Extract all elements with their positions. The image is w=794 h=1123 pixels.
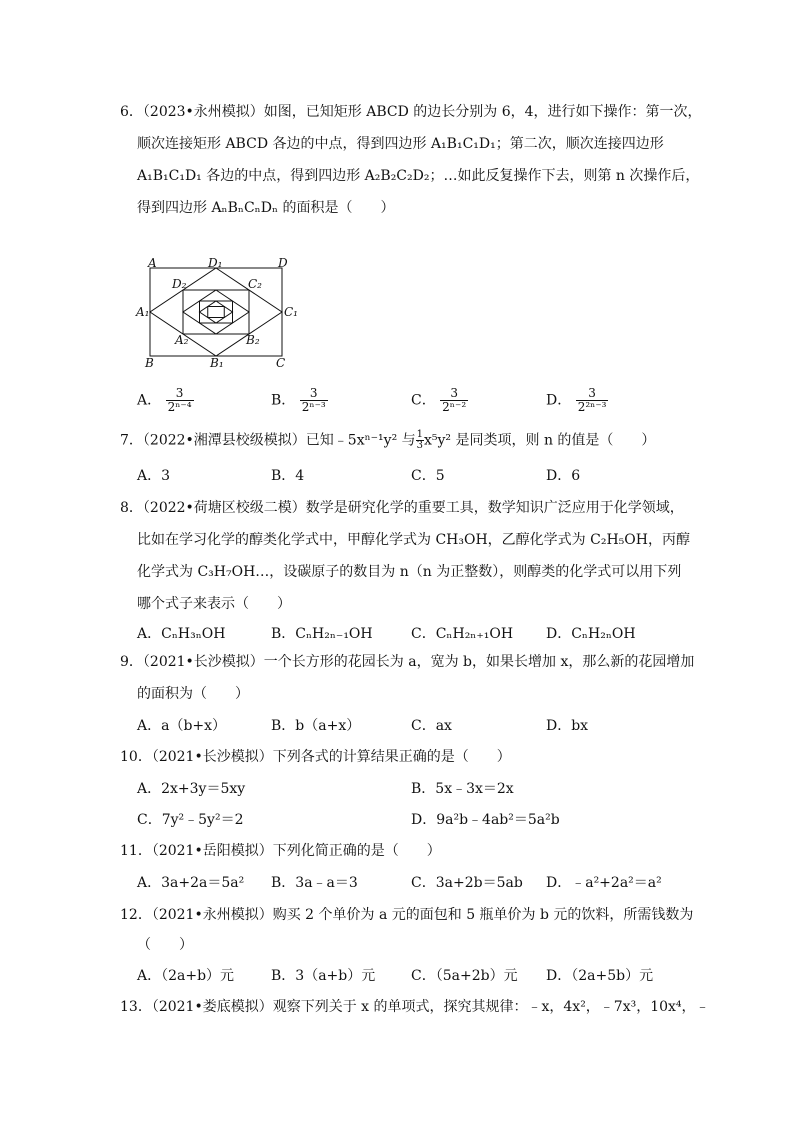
option-letter: C． bbox=[411, 392, 436, 409]
q8-option-a[interactable]: A．CₙH₃ₙOH bbox=[137, 626, 226, 642]
q11-option-d[interactable]: D．﹣a²+2a²＝a² bbox=[546, 875, 662, 891]
q11-option-a[interactable]: A．3a+2a＝5a² bbox=[137, 875, 245, 891]
rhombus-3 bbox=[183, 290, 249, 334]
q9-option-c[interactable]: C．ax bbox=[411, 718, 452, 734]
fraction: $\frac{3}{\text{2ⁿ⁻³}}$ bbox=[301, 386, 326, 414]
label-A1: A₁ bbox=[136, 305, 150, 319]
q6-line-4: 得到四边形 AₙBₙCₙDₙ 的面积是（ ） bbox=[137, 200, 395, 216]
q8-line-2: 比如在学习化学的醇类化学式中，甲醇化学式为 CH₃OH，乙醇化学式为 C₂H₅OH，丙醇 bbox=[137, 532, 690, 548]
q6-option-b[interactable] bbox=[271, 387, 328, 414]
label-D1: D₁ bbox=[208, 256, 223, 270]
q9-option-a[interactable]: A．a（b+x） bbox=[137, 718, 227, 734]
q13-line-1: 13．（2021•娄底模拟）观察下列关于 x 的单项式，探究其规律：﹣x，4x²，﹣7x³，10x⁴，﹣ bbox=[120, 999, 710, 1015]
q10-option-d[interactable]: D．9a²b﹣4ab²＝5a²b bbox=[411, 812, 560, 828]
q9-line-1: 9．（2021•长沙模拟）一个长方形的花园长为 a，宽为 b，如果长增加 x，那么新的花园增加 bbox=[120, 654, 695, 670]
q8-line-4: 哪个式子来表示（ ） bbox=[137, 596, 291, 612]
fraction: $\frac{3}{\text{2ⁿ⁻⁴}}$ bbox=[167, 386, 192, 414]
q10-option-a[interactable]: A．2x+3y＝5xy bbox=[137, 781, 246, 797]
q7-option-b[interactable]: B．4 bbox=[271, 468, 305, 484]
label-B1: B₁ bbox=[210, 356, 224, 370]
label-C: C bbox=[276, 356, 286, 370]
q10-line-1: 10．（2021•长沙模拟）下列各式的计算结果正确的是（ ） bbox=[120, 749, 511, 765]
q7-option-a[interactable]: A．3 bbox=[137, 468, 171, 484]
option-letter: B． bbox=[271, 392, 296, 409]
label-A: A bbox=[148, 256, 157, 270]
label-C1: C₁ bbox=[284, 305, 298, 319]
q6-line-3: A₁B₁C₁D₁ 各边的中点，得到四边形 A₂B₂C₂D₂；…如此反复操作下去，则第 n 次操作后， bbox=[137, 168, 700, 184]
q11-option-b[interactable]: B．3a﹣a＝3 bbox=[271, 875, 358, 891]
q6-option-d[interactable] bbox=[546, 387, 608, 414]
rhombus-a1b1c1d1 bbox=[150, 268, 282, 356]
label-D2: D₂ bbox=[172, 277, 187, 291]
option-letter: D． bbox=[546, 392, 572, 409]
q12-option-d[interactable]: D．（2a+5b）元 bbox=[546, 968, 654, 984]
label-C2: C₂ bbox=[248, 277, 262, 291]
q6-option-c[interactable] bbox=[411, 387, 468, 414]
option-letter: A． bbox=[137, 392, 162, 409]
q9-option-b[interactable]: B．b（a+x） bbox=[271, 718, 361, 734]
q12-option-a[interactable]: A．（2a+b）元 bbox=[137, 968, 235, 984]
rect-abcd bbox=[150, 268, 282, 356]
fraction: $\frac{1}{3}$ bbox=[416, 429, 424, 451]
q12-line-2: （ ） bbox=[137, 937, 193, 953]
rhombus-5 bbox=[200, 301, 233, 323]
q6-figure bbox=[130, 255, 310, 370]
q11-option-c[interactable]: C．3a+2b＝5ab bbox=[411, 875, 523, 891]
q6-line-1: 6．（2023•永州模拟）如图，已知矩形 ABCD 的边长分别为 6，4，进行如下操作：第一次， bbox=[120, 104, 702, 120]
q10-option-b[interactable]: B．5x﹣3x＝2x bbox=[411, 781, 514, 797]
q9-line-2: 的面积为（ ） bbox=[137, 686, 249, 702]
q6-line-2: 顺次连接矩形 ABCD 各边的中点，得到四边形 A₁B₁C₁D₁；第二次，顺次连接四边形 bbox=[137, 136, 664, 152]
label-B: B bbox=[145, 356, 154, 370]
label-A2: A₂ bbox=[175, 333, 189, 347]
q10-option-c[interactable]: C．7y²﹣5y²＝2 bbox=[137, 812, 244, 828]
q6-option-a[interactable] bbox=[137, 387, 194, 414]
q12-option-c[interactable]: C．（5a+2b）元 bbox=[411, 968, 518, 984]
q8-option-d[interactable]: D．CₙH₂ₙOH bbox=[546, 626, 636, 642]
rect-6 bbox=[208, 307, 225, 318]
q12-line-1: 12．（2021•永州模拟）购买 2 个单价为 a 元的面包和 5 瓶单价为 b 元的饮料，所需钱数为 bbox=[120, 907, 694, 923]
q8-option-b[interactable]: B．CₙH₂ₙ₋₁OH bbox=[271, 626, 373, 642]
label-D: D bbox=[278, 256, 288, 270]
q12-option-b[interactable]: B．3（a+b）元 bbox=[271, 968, 376, 984]
rect-4 bbox=[200, 301, 233, 323]
q11-line-1: 11．（2021•岳阳模拟）下列化简正确的是（ ） bbox=[120, 843, 441, 859]
q9-option-d[interactable]: D．bx bbox=[546, 718, 589, 734]
q7-option-c[interactable]: C．5 bbox=[411, 468, 445, 484]
label-B2: B₂ bbox=[246, 333, 260, 347]
rect-a2b2c2d2 bbox=[183, 290, 249, 334]
q8-line-1: 8．（2022•荷塘区校级二模）数学是研究化学的重要工具，数学知识广泛应用于化学领域， bbox=[120, 500, 684, 516]
fraction: $\frac{3}{\text{2²ⁿ⁻³}}$ bbox=[577, 386, 607, 414]
q8-option-c[interactable]: C．CₙH₂ₙ₊₁OH bbox=[411, 626, 514, 642]
q7-stem: 7．（2022•湘潭县校级模拟）已知﹣5xⁿ⁻¹y² 与 $\frac{1}{3}$ x⁵y² 是同类项，则 n 的值是（ ） bbox=[120, 429, 656, 451]
q8-line-3: 化学式为 C₃H₇OH…，设碳原子的数目为 n（n 为正整数），则醇类的化学式可以用下列 bbox=[137, 564, 682, 580]
q7-option-d[interactable]: D．6 bbox=[546, 468, 581, 484]
fraction: $\frac{3}{\text{2ⁿ⁻²}}$ bbox=[442, 386, 467, 414]
